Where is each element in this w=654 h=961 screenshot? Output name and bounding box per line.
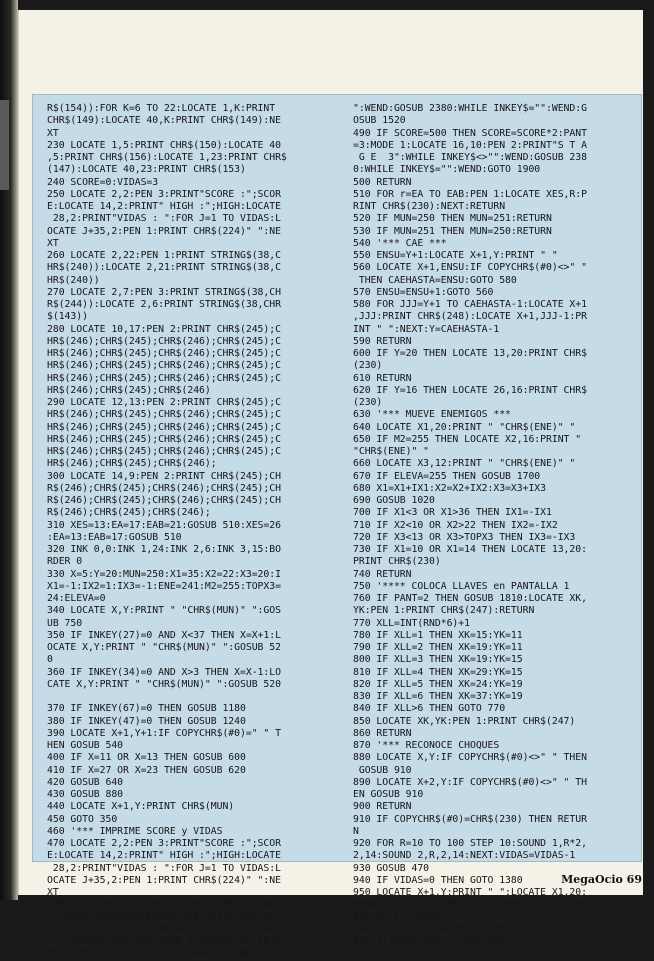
code-line: 830 IF XLL=6 THEN XK=37:YK=19 [353, 691, 523, 702]
code-line: 880 LOCATE X,Y:IF COPYCHR$(#0)<>" " THEN [353, 752, 587, 764]
page-footer: MegaOcio 69 [561, 873, 642, 886]
code-line: 620 IF Y=16 THEN LOCATE 26,16:PRINT CHR$ [353, 384, 587, 396]
code-line: HR$(246);CHR$(245);CHR$(246);CHR$(245);C [47, 409, 281, 421]
code-line: HR$(246);CHR$(245);CHR$(246);CHR$(245);C [47, 421, 281, 433]
code-line: INT " ":NEXT:Y=CAEHASTA-1 [353, 323, 500, 335]
code-line [47, 691, 333, 703]
code-line: :EA=13:EAB=17:GOSUB 510 [47, 531, 182, 543]
code-line: 280 LOCATE 10,17:PEN 2:PRINT CHR$(245);C [47, 323, 281, 335]
code-line: 780 IF XLL=1 THEN XK=15:YK=11 [353, 629, 523, 641]
code-line: 870 '*** RECONOCE CHOQUES [353, 740, 500, 751]
code-line: HEN GOSUB 540 [47, 740, 124, 751]
code-line: 310 XES=13:EA=17:EAB=21:GOSUB 510:XES=26 [47, 519, 281, 531]
code-line: OCATE J+35,2:PEN 1:PRINT CHR$(224)" ":NE [47, 874, 281, 886]
code-line: 720 IF X3<13 OR X3>TOPX3 THEN IX3=-IX3 [353, 531, 576, 543]
code-line: 760 IF PANT=2 THEN GOSUB 1810:LOCATE XK, [353, 593, 587, 604]
page-binding-edge [0, 0, 18, 900]
code-line: 550 ENSU=Y+1:LOCATE X+1,Y:PRINT " " [353, 250, 558, 261]
code-line: 320 INK 0,0:INK 1,24:INK 2,6:INK 3,15:BO [47, 544, 281, 555]
code-line: 300 LOCATE 14,9:PEN 2:PRINT CHR$(245);CH [47, 470, 281, 482]
code-line: 250 LOCATE 2,2:PEN 3:PRINT"SCORE :";SCOR [47, 188, 281, 200]
code-line: X1=-1:IX2=1:IX3=-1:ENE=241 [353, 936, 506, 947]
code-line: EN 2:PRINT"S T A G E 2":WHILE INKEY$<>" [47, 948, 281, 960]
code-line: (230) [353, 397, 383, 408]
code-line: 420 GOSUB 640 [47, 776, 124, 788]
code-line: 540 '*** CAE *** [353, 237, 447, 249]
code-line: PRINT CHR$(230) [353, 556, 441, 568]
code-line: E:LOCATE 14,2:PRINT" HIGH :";HIGH:LOCATE [47, 201, 281, 212]
code-line: 810 IF XLL=4 THEN XK=29:YK=15 [353, 666, 523, 678]
code-line: 800 IF XLL=3 THEN XK=19:YK=15 [353, 654, 523, 666]
code-line: 410 IF X=27 OR X=23 THEN GOSUB 620 [47, 764, 246, 776]
code-line: 630 '*** MUEVE ENEMIGOS *** [353, 409, 511, 421]
code-line: HR$(246);CHR$(245);CHR$(246) [47, 384, 211, 396]
code-line: 710 IF X2<10 OR X2>22 THEN IX2=-IX2 [353, 519, 558, 531]
code-line: HR$(246);CHR$(245);CHR$(246);CHR$(245);C [47, 348, 281, 359]
code-line: 28,2:PRINT"VIDAS : ":FOR J=1 TO VIDAS:L [47, 862, 281, 874]
code-line: 960 X=5:Y=20:MUN=250:X1=35:X2=22:X3=20:I [353, 923, 587, 935]
code-line: 600 IF Y=20 THEN LOCATE 13,20:PRINT CHR$ [353, 348, 587, 359]
code-line: 700 IF X1<3 OR X1>36 THEN IX1=-IX1 [353, 507, 552, 519]
code-line: 510 FOR r=EA TO EAB:PEN 1:LOCATE XES,R:P [353, 188, 587, 200]
code-line: 440 LOCATE X+1,Y:PRINT CHR$(MUN) [47, 801, 235, 813]
code-line: (230) [353, 360, 383, 372]
code-line: 580 FOR JJJ=Y+1 TO CAEHASTA-1:LOCATE X+1 [353, 299, 587, 310]
binding-mark [0, 100, 9, 190]
code-line: 890 LOCATE X+2,Y:IF COPYCHR$(#0)<>" " TH [353, 776, 587, 788]
code-line: 290 LOCATE 12,13:PEN 2:PRINT CHR$(245);C [47, 397, 281, 408]
code-line: XT [47, 237, 59, 249]
code-line: 260 LOCATE 2,22:PEN 1:PRINT STRING$(38,C [47, 250, 281, 261]
code-line: 670 IF ELEVA=255 THEN GOSUB 1700 [353, 470, 541, 482]
code-line: 2,14:SOUND 2,R,2,14:NEXT:VIDAS=VIDAS-1 [353, 850, 576, 862]
code-line: 380 IF INKEY(47)=0 THEN GOSUB 1240 [47, 715, 246, 727]
code-line: ATE X3,12:PRINT " " [353, 911, 476, 923]
code-line: 610 RETURN [353, 372, 412, 384]
code-line: 430 GOSUB 880 [47, 789, 124, 800]
code-line: HR$(240)) [47, 274, 100, 286]
code-line: HR$(246);CHR$(245);CHR$(246); [47, 458, 217, 470]
code-line: R$(246);CHR$(245);CHR$(246);CHR$(245);CH [47, 482, 281, 494]
code-line: 0:WHILE INKEY$="":WEND:GOTO 1900 [353, 164, 541, 176]
code-line: EN GOSUB 910 [353, 789, 424, 800]
code-line: GOSUB 910 [353, 764, 412, 776]
code-line: =-1:IXA2=1:SA2=240:MODE 1:LOCATE 16,10:P [47, 936, 281, 947]
code-line: HR$(246);CHR$(245);CHR$(246);CHR$(245);C [47, 372, 281, 384]
code-line: 530 IF MUN=251 THEN MUN=250:RETURN [353, 225, 552, 237]
code-line: ,JJJ:PRINT CHR$(248):LOCATE X+1,JJJ-1:PR [353, 311, 587, 323]
code-line: 730 IF X1=10 OR X1=14 THEN LOCATE 13,20: [353, 544, 587, 555]
code-line: $(143)) [47, 311, 88, 323]
code-line: HR$(240)):LOCATE 2,21:PRINT STRING$(38,C [47, 262, 281, 274]
code-line: 770 XLL=INT(RND*6)+1 [353, 617, 470, 629]
code-line: 560 LOCATE X+1,ENSU:IF COPYCHR$(#0)<>" " [353, 262, 587, 274]
code-line: HR$(246);CHR$(245);CHR$(246);CHR$(245);C [47, 446, 281, 457]
code-line: 370 IF INKEY(67)=0 THEN GOSUB 1180 [47, 703, 246, 715]
code-line: R$(154)):FOR K=6 TO 22:LOCATE 1,K:PRINT [47, 103, 276, 114]
code-line: N [353, 825, 359, 837]
code-line: 690 GOSUB 1020 [353, 495, 435, 506]
code-line: "CHR$(ENE)" " [353, 446, 430, 457]
code-line: 24:ELEVA=0 [47, 593, 106, 604]
code-line: ,5:PRINT CHR$(156):LOCATE 1,23:PRINT CHR$ [47, 152, 287, 163]
code-line: OCATE X,Y:PRINT " "CHR$(MUN)" ":GOSUB 52 [47, 642, 281, 653]
code-line: 850 LOCATE XK,YK:PEN 1:PRINT CHR$(247) [353, 715, 576, 727]
code-line: RINT CHR$(230):NEXT:RETURN [353, 201, 506, 212]
code-line: ":WEND:GOSUB 2380:WHILE INKEY$="":WEND:G [353, 103, 587, 114]
code-line: 570 ENSU=ENSU+1:GOTO 560 [353, 286, 494, 298]
code-line: 500 RETURN [353, 176, 412, 188]
code-line: 450 GOTO 350 [47, 813, 118, 825]
code-line: 340 LOCATE X,Y:PRINT " "CHR$(MUN)" ":GOS [47, 605, 281, 617]
code-line: 230 LOCATE 1,5:PRINT CHR$(150):LOCATE 40 [47, 139, 281, 151]
code-line: 470 LOCATE 2,2:PEN 3:PRINT"SCORE :";SCOR [47, 838, 281, 849]
code-line: OCATE J+35,2:PEN 1:PRINT CHR$(224)" ":NE [47, 225, 281, 237]
code-line: 660 LOCATE X3,12:PRINT " "CHR$(ENE)" " [353, 458, 576, 470]
code-line: 480 IF SCORE=150 THEN SCORE=SCORE*2:PANT [47, 899, 281, 911]
code-line: 460 '*** IMPRIME SCORE y VIDAS [47, 825, 223, 837]
code-line: 750 '**** COLOCA LLAVES en PANTALLA 1 [353, 580, 570, 592]
code-line: 400 IF X=11 OR X=13 THEN GOSUB 600 [47, 752, 246, 764]
code-line: XT [47, 127, 59, 139]
code-line: 590 RETURN [353, 335, 412, 347]
code-line: 330 X=5:Y=20:MUN=250:X1=35:X2=22:X3=20:I [47, 568, 281, 580]
code-line: 940 IF VIDAS=0 THEN GOTO 1380 [353, 874, 523, 886]
code-line: CHR$(149):LOCATE 40,K:PRINT CHR$(149):NE [47, 115, 281, 127]
code-line: 520 IF MUN=250 THEN MUN=251:RETURN [353, 213, 552, 225]
code-line: 240 SCORE=0:VIDAS=3 [47, 176, 159, 188]
code-line: =2:M2=0:TOPX3=36:ELEVA=255:TI1=4:TD1=12: [47, 911, 281, 923]
code-line: 740 RETURN [353, 568, 412, 580]
code-line: CATE X,Y:PRINT " "CHR$(MUN)" ":GOSUB 520 [47, 678, 281, 690]
code-line: 490 IF SCORE=500 THEN SCORE=SCORE*2:PANT [353, 127, 587, 139]
code-line: (147):LOCATE 40,23:PRINT CHR$(153) [47, 164, 246, 176]
code-line: R$(244)):LOCATE 2,6:PRINT STRING$(38,CHR [47, 299, 281, 310]
code-line: OSUB 1520 [353, 115, 406, 127]
listing-column-right [353, 103, 637, 948]
code-line: R$(246);CHR$(245);CHR$(246); [47, 507, 211, 519]
code-line: 650 IF M2=255 THEN LOCATE X2,16:PRINT " [353, 433, 587, 445]
code-line: 900 RETURN [353, 801, 412, 813]
code-line: X1=-1:IX2=1:IX3=-1:ENE=241:M2=255:TOPX3= [47, 580, 281, 592]
code-line: G E 3":WHILE INKEY$<>"":WEND:GOSUB 238 [353, 152, 587, 163]
code-line: 0 [47, 654, 53, 666]
code-line: 350 IF INKEY(27)=0 AND X<37 THEN X=X+1:L [47, 629, 281, 641]
code-line: 640 LOCATE X1,20:PRINT " "CHR$(ENE)" " [353, 421, 576, 433]
code-line: HR$(246);CHR$(245);CHR$(246);CHR$(245);C [47, 360, 281, 372]
code-line: 680 X1=X1+IX1:X2=X2+IX2:X3=X3+IX3 [353, 482, 546, 494]
code-line: E:LOCATE 14,2:PRINT" HIGH :";HIGH:LOCATE [47, 850, 281, 862]
code-line: HR$(246);CHR$(245);CHR$(246);CHR$(245);C [47, 433, 281, 445]
code-line: 790 IF XLL=2 THEN XK=19:YK=11 [353, 642, 523, 653]
code-line: HR$(246);CHR$(245);CHR$(246);CHR$(245);C [47, 335, 281, 347]
code-line: 820 IF XLL=5 THEN XK=24:YK=19 [353, 678, 523, 690]
code-line: PRINT " ":LOCATE X2,16:PRINT " ":LOC [353, 899, 587, 911]
code-line: XT [47, 887, 59, 898]
code-line: YK:PEN 1:PRINT CHR$(247):RETURN [353, 605, 535, 617]
code-line: 360 IF INKEY(34)=0 AND X>3 THEN X=X-1:LO [47, 666, 281, 678]
code-line: TI2=15:TD2=24:SA1=240:XA1=10:XA2=16:IXA1 [47, 923, 281, 935]
code-line: RDER 0 [47, 556, 83, 568]
code-line: 840 IF XLL>6 THEN GOTO 770 [353, 703, 506, 715]
code-line: UB 750 [47, 617, 83, 629]
code-line: 860 RETURN [353, 727, 412, 739]
code-line: THEN CAEHASTA=ENSU:GOTO 580 [353, 274, 517, 286]
code-line: 910 IF COPYCHR$(#0)=CHR$(230) THEN RETUR [353, 813, 587, 825]
listing-column-left [47, 103, 333, 961]
code-line: 270 LOCATE 2,7:PEN 3:PRINT STRING$(38,CH [47, 286, 281, 298]
code-line: 950 LOCATE X+1,Y:PRINT " ":LOCATE X1,20: [353, 887, 587, 898]
code-line: 930 GOSUB 470 [353, 862, 430, 874]
code-line: 28,2:PRINT"VIDAS : ":FOR J=1 TO VIDAS:L [47, 213, 281, 225]
code-line: =3:MODE 1:LOCATE 16,10:PEN 2:PRINT"S T A [353, 139, 587, 151]
code-line: 920 FOR R=10 TO 100 STEP 10:SOUND 1,R*2, [353, 838, 587, 849]
code-line: R$(246);CHR$(245);CHR$(246);CHR$(245);CH [47, 495, 281, 506]
code-line: 390 LOCATE X+1,Y+1:IF COPYCHR$(#0)=" " T [47, 727, 281, 739]
